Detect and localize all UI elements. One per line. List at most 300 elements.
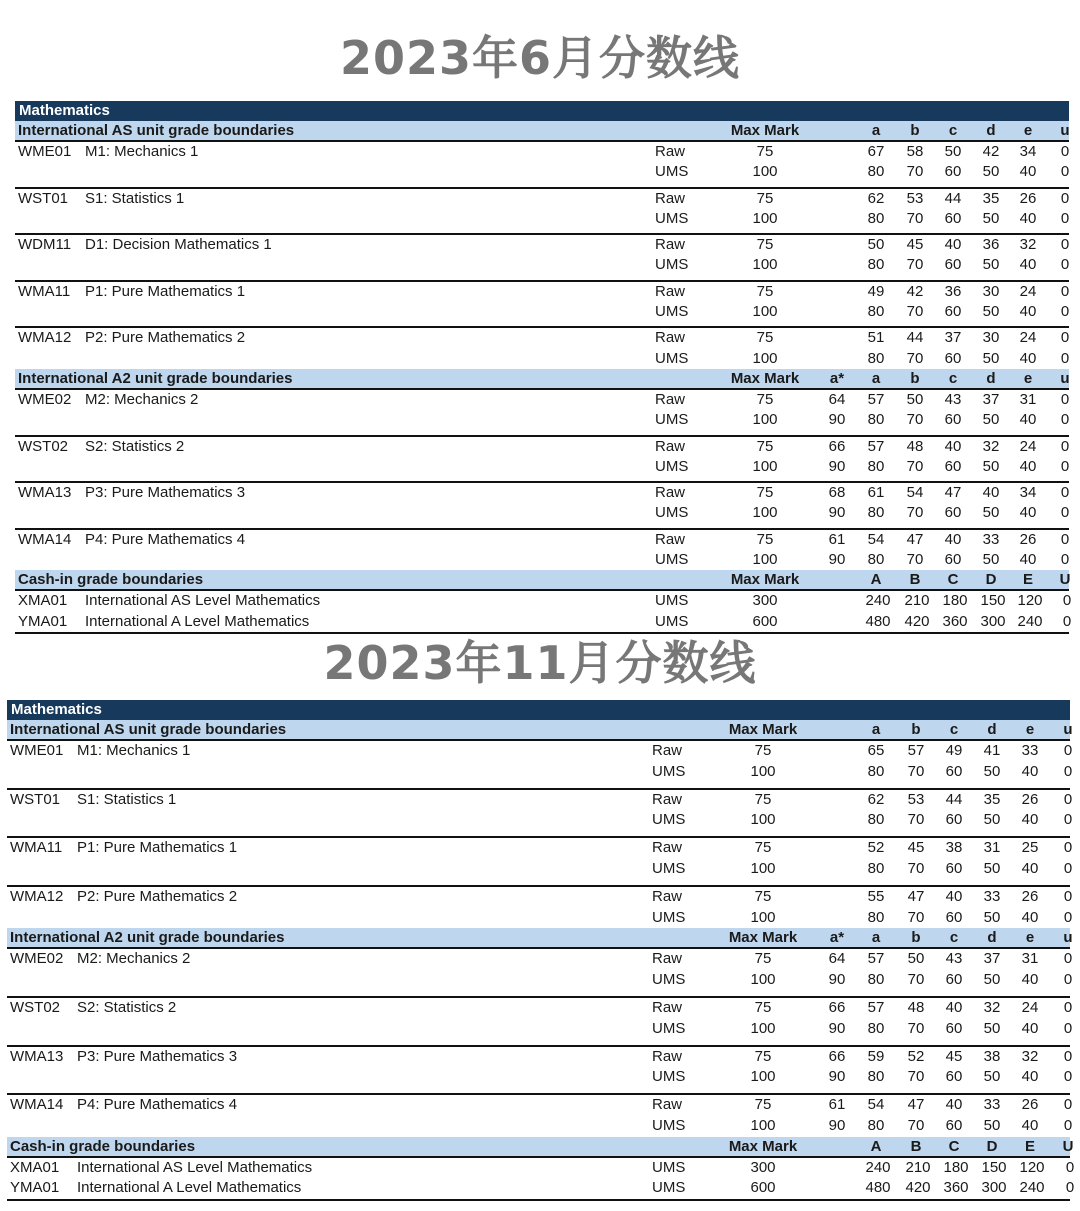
grade-value: 30 [982,329,1000,347]
qualification-name: International A Level Mathematics [85,612,310,630]
grade-value: 47 [944,484,962,502]
max-mark: 100 [750,1068,776,1086]
raw-row [15,437,1069,457]
max-mark: 75 [756,390,774,408]
grade-label: u [1060,122,1070,139]
ums-row [15,503,1069,523]
grade-value: 0 [1063,998,1073,1016]
grade-label: b [911,721,921,738]
qualification-code: XMA01 [10,1158,60,1176]
mark-type: Raw [655,282,686,300]
max-mark: 75 [756,189,774,207]
max-mark: 100 [750,1116,776,1134]
grade-label: d [986,122,996,139]
grade-value: 40 [945,1096,963,1114]
grade-value: 360 [943,1179,969,1197]
grade-value: 0 [1065,1158,1075,1176]
grade-value: 50 [983,908,1001,926]
grade-label: c [948,122,958,139]
group-heading: International A2 unit grade boundaries [18,369,293,387]
grade-value: 50 [983,1068,1001,1086]
grade-value: 61 [867,484,885,502]
grade-value: 40 [1019,504,1037,522]
group-header [7,928,1073,949]
group-header [15,570,1069,591]
grade-value: 61 [828,530,846,548]
grade-value: 50 [982,256,1000,274]
mark-type: Raw [655,189,686,207]
mark-type: UMS [655,612,689,630]
grade-value: 31 [983,839,1001,857]
grade-label: A [870,571,882,589]
raw-row [7,838,1073,859]
raw-row [15,282,1069,302]
grade-value: 90 [828,970,846,988]
grade-value: 90 [828,1068,846,1086]
grade-value: 70 [907,970,925,988]
grade-value: 80 [867,859,885,877]
grade-value: 0 [1060,551,1070,569]
unit-block [7,838,1073,887]
grade-value: 40 [1019,551,1037,569]
unit-block [15,328,1069,369]
ums-row [7,859,1073,880]
unit-block [15,390,1069,437]
unit-block [15,282,1069,329]
max-mark: 100 [752,256,778,274]
grade-value: 70 [906,551,924,569]
grade-value: 70 [907,1116,925,1134]
grade-label: u [1063,721,1073,738]
grade-value: 40 [945,998,963,1016]
grade-value: 50 [982,303,1000,321]
grade-value: 50 [982,349,1000,367]
grade-value: 44 [944,189,962,207]
grade-table [7,700,1075,1201]
grade-value: 44 [945,790,963,808]
unit-name: P3: Pure Mathematics 3 [77,1047,238,1065]
grade-value: 60 [944,209,962,227]
grade-value: 60 [945,859,963,877]
group-heading: International AS unit grade boundaries [18,122,295,139]
mark-type: Raw [655,143,686,160]
max-mark: 75 [756,484,774,502]
group-header [15,369,1069,390]
grade-value: 54 [867,530,885,548]
max-mark: 100 [750,762,776,780]
mark-type: UMS [655,303,689,321]
unit-code: WST02 [18,437,69,455]
grade-value: 80 [867,1068,885,1086]
grade-value: 30 [982,282,1000,300]
grade-value: 24 [1019,329,1037,347]
grade-value: 62 [867,790,885,808]
qualification-name: International A Level Mathematics [77,1179,302,1197]
grade-value: 80 [867,551,885,569]
max-mark: 100 [752,163,778,181]
grade-value: 0 [1063,1047,1073,1065]
unit-code: WMA11 [18,282,71,300]
grade-value: 210 [904,592,930,610]
unit-name: S1: Statistics 1 [77,790,177,808]
mark-type: UMS [652,1116,686,1134]
grade-value: 57 [867,998,885,1016]
max-mark: 100 [750,811,776,829]
page-title: 2023年11月分数线 [323,636,757,690]
grade-value: 40 [1021,762,1039,780]
grade-value: 50 [983,1019,1001,1037]
grade-value: 70 [907,859,925,877]
grade-value: 32 [983,998,1001,1016]
grade-value: 70 [907,1068,925,1086]
mark-type: UMS [652,1158,686,1176]
grade-value: 40 [1019,303,1037,321]
grade-value: 37 [944,329,962,347]
grade-value: 0 [1060,411,1070,429]
grade-value: 90 [828,1116,846,1134]
grade-value: 60 [944,303,962,321]
grade-label: B [909,571,921,589]
grade-value: 40 [1019,411,1037,429]
grade-value: 70 [906,504,924,522]
grade-label: b [910,369,920,387]
max-mark: 100 [750,908,776,926]
max-mark: 75 [756,530,774,548]
ums-row [15,162,1069,182]
unit-code: WMA13 [10,1047,64,1065]
grade-value: 0 [1060,143,1070,160]
raw-row [7,790,1073,811]
grade-value: 40 [944,530,962,548]
grade-value: 26 [1019,530,1037,548]
grade-value: 50 [982,209,1000,227]
mark-type: Raw [652,998,683,1016]
raw-row [15,328,1069,348]
grade-label: e [1025,721,1035,738]
grade-value: 480 [865,612,891,630]
grade-value: 50 [983,859,1001,877]
qualification-name: International AS Level Mathematics [85,592,321,610]
grade-value: 70 [906,457,924,475]
grade-value: 0 [1065,1179,1075,1197]
grade-label: E [1024,1137,1035,1155]
grade-value: 60 [944,457,962,475]
grade-value: 70 [907,762,925,780]
mark-type: UMS [655,256,689,274]
grade-value: 67 [867,143,885,160]
grade-value: 51 [867,329,885,347]
grade-value: 42 [982,143,1000,160]
grade-value: 90 [828,504,846,522]
ums-row [15,550,1069,570]
grade-value: 60 [945,811,963,829]
mark-type: Raw [652,888,683,906]
ums-row [15,349,1069,369]
raw-row [15,390,1069,410]
max-mark: 100 [752,504,778,522]
grade-value: 50 [983,970,1001,988]
grade-value: 50 [982,411,1000,429]
grade-label: C [947,571,959,589]
grade-value: 60 [944,551,962,569]
grade-value: 38 [945,839,963,857]
grade-value: 24 [1021,998,1039,1016]
grade-value: 60 [945,1116,963,1134]
grade-label: b [911,929,921,947]
grade-label: c [948,369,958,387]
grade-value: 480 [865,1179,891,1197]
grade-value: 120 [1019,1158,1045,1176]
grade-value: 34 [1019,143,1037,160]
unit-name: P1: Pure Mathematics 1 [85,282,246,300]
group-header [7,720,1073,741]
grade-value: 40 [1021,1068,1039,1086]
grade-value: 68 [828,484,846,502]
unit-block [15,437,1069,484]
max-mark: 100 [752,411,778,429]
grade-value: 0 [1063,1019,1073,1037]
grade-value: 240 [865,592,891,610]
max-mark: 100 [750,859,776,877]
group-heading: International AS unit grade boundaries [10,721,287,738]
mark-type: UMS [652,1068,686,1086]
grade-value: 45 [945,1047,963,1065]
grade-value: 0 [1060,504,1070,522]
grade-value: 25 [1021,839,1039,857]
grade-table [15,101,1072,634]
grade-value: 80 [867,504,885,522]
max-mark: 600 [752,612,778,630]
ums-row [7,1019,1073,1040]
mark-type: UMS [652,811,686,829]
max-mark-header: Max Mark [730,369,800,387]
grade-value: 80 [867,908,885,926]
grade-value: 62 [867,189,885,207]
grade-value: 120 [1017,592,1043,610]
unit-name: M2: Mechanics 2 [85,390,199,408]
grade-value: 70 [906,349,924,367]
grade-value: 0 [1060,437,1070,455]
grade-value: 31 [1019,390,1037,408]
grade-value: 240 [1019,1179,1045,1197]
max-mark: 100 [752,303,778,321]
grade-value: 0 [1063,839,1073,857]
grade-value: 40 [1021,908,1039,926]
grade-value: 50 [944,143,962,160]
grade-value: 60 [944,411,962,429]
mark-type: UMS [652,970,686,988]
grade-value: 40 [1021,1116,1039,1134]
cashin-row [7,1158,1075,1179]
grade-value: 31 [1021,950,1039,968]
grade-label: a [871,122,881,139]
grade-value: 26 [1021,888,1039,906]
unit-name: S2: Statistics 2 [77,998,177,1016]
grade-label: D [985,571,997,589]
grade-value: 70 [907,1019,925,1037]
grade-value: 0 [1063,1096,1073,1114]
grade-label: a [871,721,881,738]
grade-value: 70 [906,209,924,227]
max-mark: 75 [756,236,774,254]
mark-type: Raw [655,390,686,408]
ums-row [15,302,1069,322]
grade-value: 60 [945,908,963,926]
grade-label: a [871,369,881,387]
ums-row [7,908,1073,929]
grade-value: 35 [983,790,1001,808]
grade-value: 40 [1019,349,1037,367]
mark-type: Raw [652,1047,683,1065]
raw-row [7,1095,1073,1116]
mark-type: UMS [655,209,689,227]
grade-value: 47 [906,530,924,548]
group-header [15,121,1069,142]
mark-type: Raw [652,1096,683,1114]
grade-value: 45 [906,236,924,254]
grade-value: 180 [943,1158,969,1176]
grade-value: 64 [828,950,846,968]
grade-value: 0 [1063,762,1073,780]
grade-value: 0 [1060,484,1070,502]
grade-value: 0 [1063,950,1073,968]
max-mark: 75 [754,888,772,906]
grade-value: 0 [1063,908,1073,926]
unit-name: M2: Mechanics 2 [77,950,191,968]
grade-value: 61 [828,1096,846,1114]
grade-value: 33 [982,530,1000,548]
grade-value: 59 [867,1047,885,1065]
unit-code: WMA12 [10,888,64,906]
grade-value: 60 [945,1019,963,1037]
max-mark: 300 [752,592,778,610]
grade-value: 80 [867,811,885,829]
unit-code: WME02 [18,390,72,408]
mark-type: UMS [652,908,686,926]
grade-value: 57 [867,390,885,408]
mark-type: Raw [655,484,686,502]
grade-value: 0 [1063,970,1073,988]
grade-value: 80 [867,349,885,367]
grade-value: 64 [828,390,846,408]
ums-row [7,1116,1073,1137]
grade-label: a [871,929,881,947]
grade-value: 300 [981,1179,1007,1197]
grade-value: 48 [907,998,925,1016]
grade-value: 48 [906,437,924,455]
grade-value: 52 [867,839,885,857]
group-heading: Cash-in grade boundaries [18,571,204,589]
grade-value: 0 [1060,256,1070,274]
grade-value: 58 [906,143,924,160]
grade-value: 90 [828,1019,846,1037]
grade-value: 0 [1060,209,1070,227]
grade-value: 42 [906,282,924,300]
max-mark: 75 [756,282,774,300]
grade-value: 43 [945,950,963,968]
grade-value: 90 [828,551,846,569]
unit-code: WST01 [10,790,61,808]
unit-name: S1: Statistics 1 [85,189,185,207]
mark-type: Raw [652,790,683,808]
mark-type: UMS [655,457,689,475]
unit-block [7,998,1073,1047]
unit-code: WME01 [18,143,72,160]
qualification-code: XMA01 [18,592,68,610]
grade-value: 54 [906,484,924,502]
grade-label: e [1023,122,1033,139]
max-mark: 100 [750,1019,776,1037]
grade-value: 26 [1021,790,1039,808]
grade-value: 32 [1019,236,1037,254]
mark-type: UMS [652,1019,686,1037]
max-mark: 75 [754,790,772,808]
max-mark: 100 [750,970,776,988]
grade-value: 70 [906,411,924,429]
mark-type: UMS [655,592,689,610]
grade-value: 0 [1060,457,1070,475]
group-header [7,1137,1074,1158]
grade-value: 360 [942,612,968,630]
grade-value: 0 [1060,349,1070,367]
max-mark: 100 [752,349,778,367]
grade-value: 80 [867,411,885,429]
grade-value: 0 [1060,530,1070,548]
max-mark: 75 [756,437,774,455]
grade-value: 65 [867,742,885,759]
grade-value: 80 [867,1019,885,1037]
grade-label: d [987,929,997,947]
unit-block [7,887,1073,928]
unit-code: WST02 [10,998,61,1016]
ums-row [7,1067,1073,1088]
grade-value: 35 [982,189,1000,207]
grade-value: 50 [982,551,1000,569]
qualification-code: YMA01 [10,1179,60,1197]
grade-value: 54 [867,1096,885,1114]
raw-row [15,483,1069,503]
grade-value: 50 [983,811,1001,829]
grade-value: 70 [907,811,925,829]
unit-code: WDM11 [18,236,72,254]
grade-value: 90 [828,457,846,475]
grade-value: 0 [1062,592,1072,610]
max-mark-header: Max Mark [728,721,798,738]
max-mark: 100 [752,209,778,227]
grade-value: 240 [1017,612,1043,630]
grade-value: 60 [944,163,962,181]
grade-value: 50 [907,950,925,968]
raw-row [7,887,1073,908]
grade-value: 26 [1021,1096,1039,1114]
grade-value: 0 [1060,282,1070,300]
mark-type: UMS [655,504,689,522]
grade-value: 0 [1063,790,1073,808]
grade-value: 40 [1019,256,1037,274]
unit-block [7,1095,1073,1136]
cashin-row [15,591,1072,611]
max-mark: 75 [754,998,772,1016]
grade-value: 0 [1060,329,1070,347]
grade-value: 33 [983,1096,1001,1114]
max-mark: 75 [754,950,772,968]
grade-value: 80 [867,1116,885,1134]
unit-block [7,949,1073,998]
grade-label: c [949,929,959,947]
max-mark: 100 [752,457,778,475]
grade-value: 180 [942,592,968,610]
grade-value: 0 [1063,811,1073,829]
